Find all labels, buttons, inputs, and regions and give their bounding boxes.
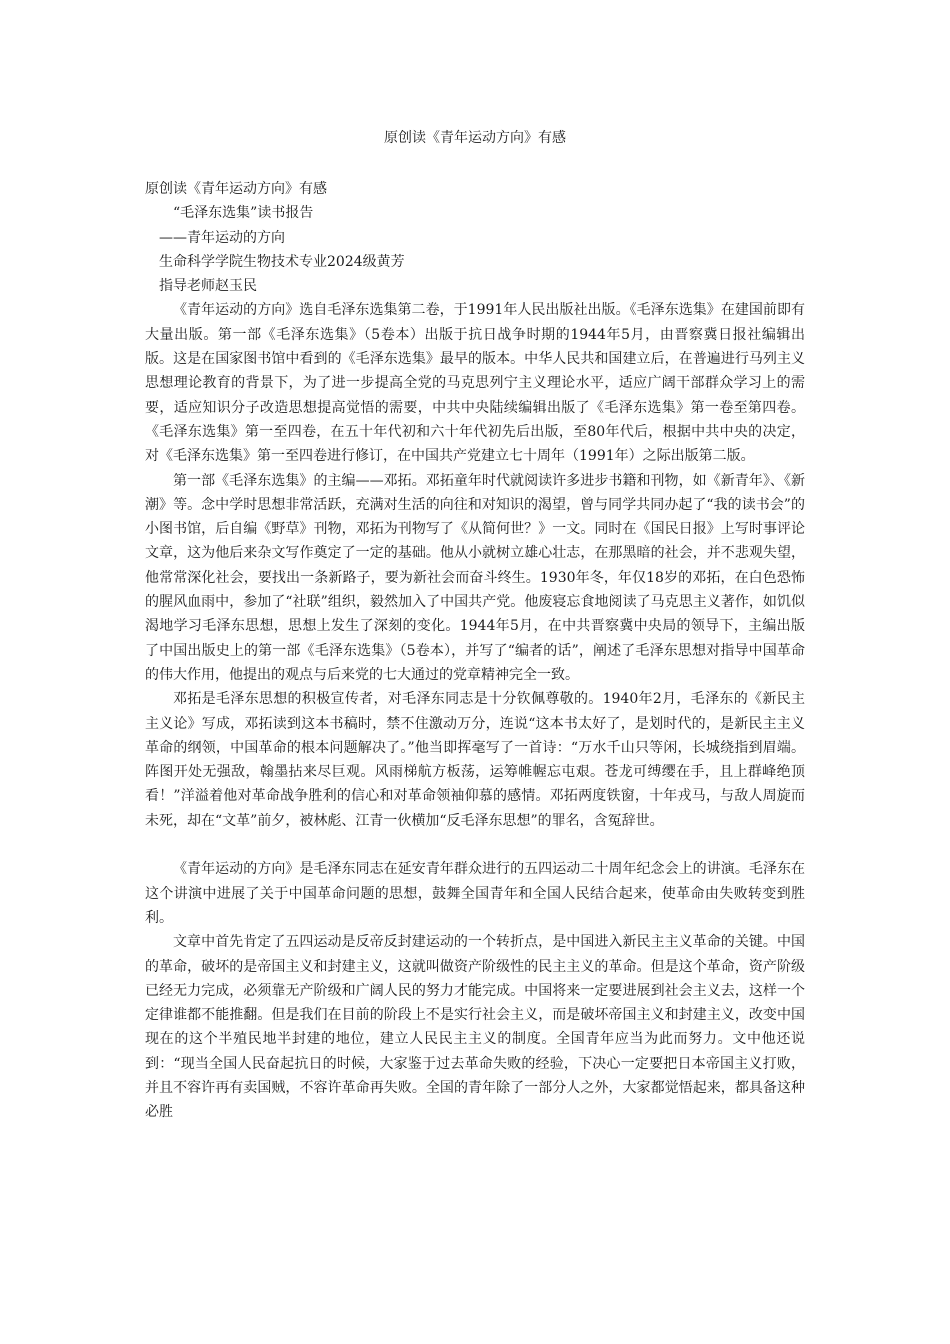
document-body (145, 177, 805, 1125)
document-title: 原创读《青年运动方向》有感 (384, 130, 566, 146)
paragraph-deng-tuo-biography: 第一部《毛泽东选集》的主编——邓拓。邓拓童年时代就阅读许多进步书籍和刊物，如《新青年》、《新潮》等。念中学时思想非常活跃，充满对生活的向往和对知识的渴望，曾与同学共同办起了“我的读书会”的小图书馆，后自编《野草》刊物，邓拓为刊物写了《从简何世？》一文。同时在《国民日报》上写时事评论文章，这为他后来杂文写作奠定了一定的基础。他从小就树立雄心壮志，在那黑暗的社会，并不悲观失望，他常常深化社会，要找出一条新路子，要为新社会而奋斗终生。1930年冬，年仅18岁的邓拓，在白色恐怖的腥风血雨中，参加了“社联”组织，毅然加入了中国共产党。他废寝忘食地阅读了马克思主义著作，如饥似渴地学习毛泽东思想，思想上发生了深刻的变化。1944年5月，在中共晋察冀中央局的领导下，主编出版了中国出版史上的第一部《毛泽东选集》（5卷本），并写了“编者的话”，阐述了毛泽东思想对指导中国革命的伟大作用，他提出的观点与后来党的七大通过的党章精神完全一致。 (145, 472, 805, 683)
header-line-subtitle: ——青年运动的方向 (159, 229, 285, 246)
paragraph-publication-history: 《青年运动的方向》选自毛泽东选集第二卷，于1991年人民出版社出版。《毛泽东选集》在建国前即有大量出版。第一部《毛泽东选集》（5卷本）出版于抗日战争时期的1944年5月，由晋察冀日报社编辑出版。这是在国家图书馆中看到的《毛泽东选集》最早的版本。中华人民共和国建立后，在普遍进行马列主义思想理论教育的背景下，为了进一步提高全党的马克思列宁主义理论水平，适应广阔干部群众学习上的需要，适应知识分子改造思想提高觉悟的需要，中共中央陆续编辑出版了《毛泽东选集》第一卷至第四卷。《毛泽东选集》第一至四卷，在五十年代初和六十年代初先后出版，至80年代后，根据中共中央的决定，对《毛泽东选集》第一至四卷进行修订，在中国共产党建立七十周年（1991年）之际出版第二版。 (145, 302, 805, 465)
header-line-author: 生命科学学院生物技术专业2024级黄芳 (159, 253, 405, 270)
header-line-report: “毛泽东选集”读书报告 (173, 205, 314, 222)
paragraph-speech-intro: 《青年运动的方向》是毛泽东同志在延安青年群众进行的五四运动二十周年纪念会上的讲演。毛泽东在这个讲演中进展了关于中国革命问题的思想，鼓舞全国青年和全国人民结合起来，使革命由失败转变到胜利。 (145, 861, 805, 926)
paragraph-may-fourth-analysis: 文章中首先肯定了五四运动是反帝反封建运动的一个转折点，是中国进入新民主主义革命的关键。中国的革命，破坏的是帝国主义和封建主义，这就叫做资产阶级性的民主主义的革命。但是这个革命，资产阶级已经无力完成，必须靠无产阶级和广阔人民的努力才能完成。中国将来一定要进展到社会主义去，这样一个定律谁都不能推翻。但是我们在目前的阶段上不是实行社会主义，而是破坏帝国主义和封建主义，改变中国现在的这个半殖民地半封建的地位，建立人民民主主义的制度。全国青年应当为此而努力。文中他还说到：“现当全国人民奋起抗日的时候，大家鉴于过去革命失败的经验，下决心一定要把日本帝国主义打败，并且不容许再有卖国贼，不容许革命再失败。全国的青年除了一部分人之外，大家都觉悟起来，都具备这种必胜 (145, 934, 805, 1121)
header-line-advisor: 指导老师赵玉民 (159, 278, 257, 295)
header-line-title: 原创读《青年运动方向》有感 (145, 181, 327, 197)
blank-line (145, 833, 805, 857)
paragraph-deng-tuo-admiration: 邓拓是毛泽东思想的积极宣传者，对毛泽东同志是十分钦佩尊敬的。1940年2月，毛泽东的《新民主主义论》写成，邓拓读到这本书稿时，禁不住激动万分，连说“这本书太好了，是划时代的，是新民主主义革命的纲领，中国革命的根本问题解决了。”他当即挥毫写了一首诗：“万水千山只等闲，长城绕指到眉端。阵图开处无强敌，翰墨拈来尽巨观。风雨梯航方板荡，运筹帷幄忘屯艰。苍龙可缚缨在手，且上群峰绝顶看！”洋溢着他对革命战争胜利的信心和对革命领袖仰慕的感情。邓拓两度铁窗，十年戎马，与敌人周旋而未死，却在“文革”前夕，被林彪、江青一伙横加“反毛泽东思想”的罪名，含冤辞世。 (145, 691, 805, 829)
